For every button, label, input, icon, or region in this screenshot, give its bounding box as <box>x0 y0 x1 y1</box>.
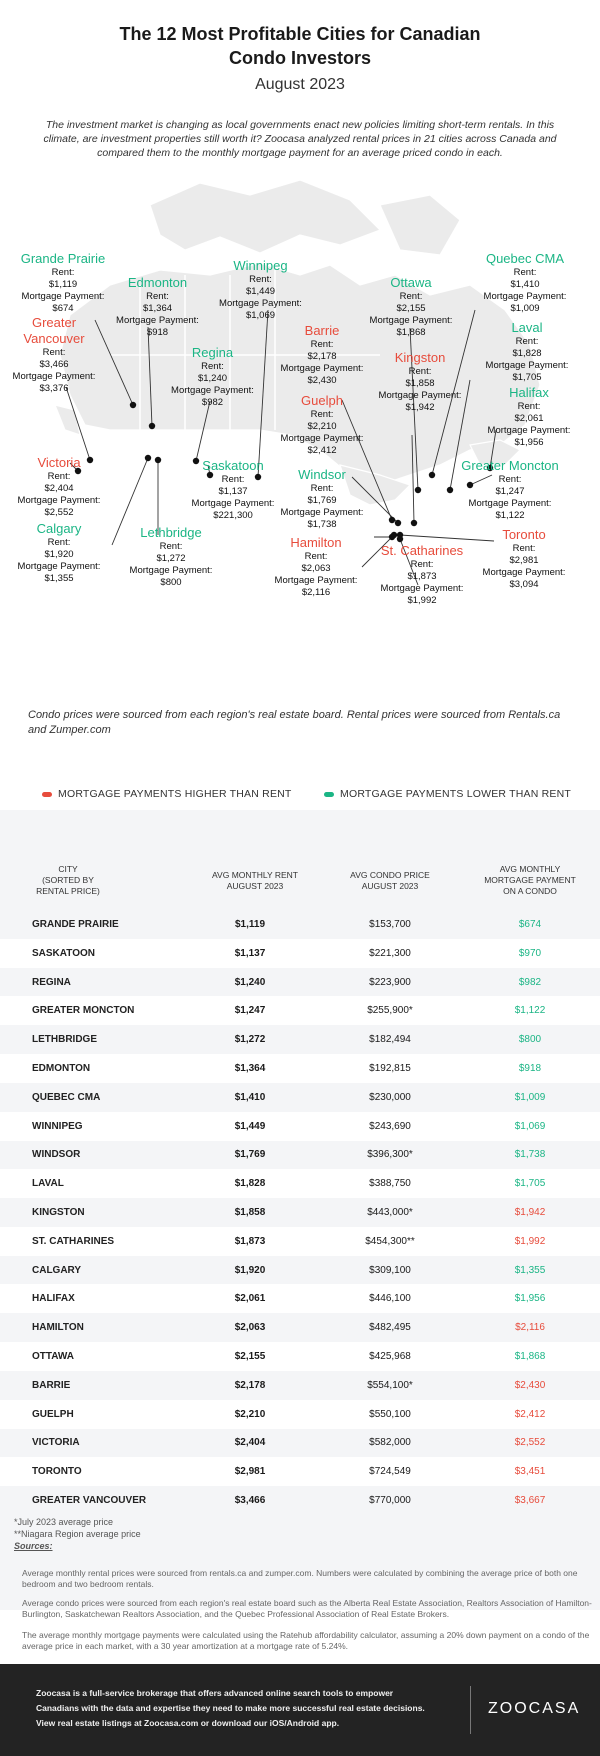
mortgage-value: $918 <box>146 327 169 338</box>
cell-rent: $1,137 <box>234 947 266 959</box>
mortgage-label: Mortgage Payment: <box>17 561 101 572</box>
mortgage-label: Mortgage Payment: <box>274 575 358 586</box>
table-row <box>0 1169 600 1198</box>
map-city-name: Windsor <box>298 467 346 482</box>
vancouver-island <box>55 405 80 435</box>
map-label-halifax <box>476 385 582 449</box>
northern-islands <box>150 180 380 253</box>
map-city-name: Lethbridge <box>140 525 202 540</box>
table-row <box>0 1284 600 1313</box>
mortgage-value: $1,355 <box>44 573 74 584</box>
map-city-name: Victoria <box>37 455 81 470</box>
cell-rent: $1,769 <box>234 1149 266 1161</box>
cell-city: OTTAWA <box>32 1351 75 1362</box>
map-city-name: Guelph <box>301 393 343 408</box>
mortgage-label: Mortgage Payment: <box>487 425 571 436</box>
city-dot-grande-prairie <box>130 402 136 408</box>
map-label-st-catharines <box>366 543 478 607</box>
rent-label: Rent: <box>159 541 183 552</box>
footnote-1: *July 2023 average price <box>14 1517 114 1527</box>
rent-label: Rent: <box>249 274 272 285</box>
sources-label: Sources: <box>14 1541 53 1551</box>
city-dot-ottawa <box>415 487 421 493</box>
map-label-quebec-cma <box>470 251 580 315</box>
mortgage-value: $982 <box>201 397 224 408</box>
cell-city: GREATER VANCOUVER <box>32 1495 147 1506</box>
rent-value: $2,061 <box>514 413 544 424</box>
mortgage-label: Mortgage Payment: <box>219 298 302 309</box>
mortgage-value: $1,069 <box>245 310 276 321</box>
header-city-sub: (SORTED BY RENTAL PRICE) <box>36 875 100 896</box>
cell-city: WINNIPEG <box>32 1120 83 1132</box>
cell-rent: $1,873 <box>234 1235 266 1247</box>
map-city-name: Halifax <box>509 385 549 400</box>
legend-lower-label: MORTGAGE PAYMENTS LOWER THAN RENT <box>340 788 572 800</box>
mortgage-value: $1,942 <box>405 402 435 413</box>
arctic-island-east <box>380 195 460 255</box>
footer-divider <box>470 1686 471 1734</box>
cell-rent: $1,858 <box>234 1207 266 1218</box>
table-row <box>0 1054 600 1083</box>
footer <box>0 1664 600 1756</box>
city-dot-hamilton <box>391 532 397 538</box>
rent-label: Rent: <box>515 336 539 347</box>
cell-price: $443,000* <box>367 1207 413 1218</box>
table-row <box>0 1457 600 1486</box>
rent-label: Rent: <box>201 361 224 372</box>
cell-mortgage: $1,738 <box>514 1149 546 1161</box>
cell-price: $230,000 <box>369 1091 411 1103</box>
mortgage-value: $1,992 <box>407 595 437 606</box>
mortgage-value: $1,738 <box>307 519 337 530</box>
cell-city: LETHBRIDGE <box>32 1034 97 1046</box>
table-row <box>0 1025 600 1054</box>
rent-label: Rent: <box>408 366 432 377</box>
title-line-2: Condo Investors <box>228 48 371 68</box>
mortgage-label: Mortgage Payment: <box>280 433 364 444</box>
mortgage-value: $2,430 <box>307 375 337 386</box>
rent-label: Rent: <box>51 267 75 278</box>
cell-mortgage: $1,009 <box>514 1091 546 1103</box>
map-label-barrie <box>272 323 372 387</box>
rent-value: $1,272 <box>156 553 186 564</box>
map-city-name: Greater Vancouver <box>23 315 85 346</box>
map-label-greater-moncton <box>440 458 580 522</box>
map-label-winnipeg <box>208 258 313 322</box>
rent-value: $2,178 <box>307 351 337 362</box>
cell-price: $192,815 <box>369 1063 411 1074</box>
rent-label: Rent: <box>310 483 334 494</box>
map-label-calgary <box>0 521 118 585</box>
header-city-label: CITY <box>58 864 78 874</box>
rent-value: $3,466 <box>39 359 69 370</box>
mortgage-label: Mortgage Payment: <box>116 315 199 326</box>
city-dot-lethbridge <box>155 457 161 463</box>
mortgage-label: Mortgage Payment: <box>380 583 464 594</box>
rent-value: $1,119 <box>48 279 78 290</box>
cell-city: WINDSOR <box>32 1149 81 1161</box>
map-city-name: Saskatoon <box>202 458 264 473</box>
city-dot-edmonton <box>149 423 155 429</box>
cell-mortgage: $2,552 <box>514 1437 546 1449</box>
table-row <box>0 1400 600 1429</box>
cell-mortgage: $1,868 <box>514 1351 546 1362</box>
map-city-name: Winnipeg <box>233 258 288 273</box>
rent-value: $2,981 <box>509 555 539 566</box>
mortgage-value: $1,705 <box>512 372 542 383</box>
mortgage-label: Mortgage Payment: <box>483 291 567 302</box>
header-mortgage: AVG MONTHLY MORTGAGE PAYMENT ON A CONDO <box>484 864 576 896</box>
map-city-name: Hamilton <box>290 535 342 550</box>
rent-value: $1,364 <box>142 303 173 314</box>
cell-mortgage: $3,667 <box>514 1495 546 1506</box>
cell-price: $153,700 <box>369 919 411 930</box>
map-city-name: Grande Prairie <box>20 251 106 266</box>
cell-city: HAMILTON <box>32 1322 84 1334</box>
map-city-name: Ottawa <box>390 275 432 290</box>
cell-mortgage: $800 <box>518 1034 542 1046</box>
cell-price: $223,900 <box>369 976 411 988</box>
cell-city: TORONTO <box>32 1466 82 1478</box>
map-city-name: Toronto <box>502 527 546 542</box>
mortgage-label: Mortgage Payment: <box>378 390 462 401</box>
legend-lower <box>324 788 571 800</box>
data-table <box>0 810 600 1610</box>
cell-price: $454,300** <box>365 1235 415 1247</box>
rent-label: Rent: <box>47 537 71 548</box>
city-dot-quebec-cma <box>429 472 435 478</box>
table-row <box>0 1227 600 1256</box>
footer-line-2: Canadians with the data and expertise they need to make more successful real estate decisions. <box>36 1703 425 1713</box>
rent-value: $1,449 <box>245 286 276 297</box>
map-city-name: Kingston <box>394 350 446 365</box>
cell-city: EDMONTON <box>32 1063 91 1074</box>
mortgage-label: Mortgage Payment: <box>280 507 364 518</box>
footer-line-3: View real estate listings at Zoocasa.com or download our iOS/Android app. <box>36 1718 340 1728</box>
cell-city: REGINA <box>32 976 71 988</box>
rent-label: Rent: <box>310 339 334 350</box>
cell-city: LAVAL <box>32 1178 64 1190</box>
map-city-name: St. Catharines <box>380 543 464 558</box>
map-city-name: Edmonton <box>127 275 188 290</box>
table-row <box>0 1342 600 1371</box>
footnotes <box>14 1516 586 1552</box>
footer-text <box>36 1686 456 1731</box>
cell-mortgage: $1,942 <box>514 1207 546 1218</box>
rent-value: $1,137 <box>218 486 248 497</box>
mortgage-value: $1,868 <box>396 327 426 338</box>
table-row <box>0 1428 600 1457</box>
rent-label: Rent: <box>517 401 541 412</box>
rent-label: Rent: <box>498 474 522 485</box>
mortgage-value: $800 <box>160 577 182 588</box>
map-label-victoria <box>0 455 118 519</box>
table-row <box>0 1256 600 1285</box>
cell-mortgage: $2,116 <box>515 1322 545 1334</box>
mortgage-label: Mortgage Payment: <box>171 385 254 396</box>
cell-rent: $1,920 <box>234 1264 266 1276</box>
map-label-hamilton <box>258 535 374 599</box>
mortgage-value: $674 <box>52 303 74 314</box>
table-row <box>0 968 600 997</box>
map-label-toronto <box>468 527 580 591</box>
mortgage-value: $1,956 <box>514 437 544 448</box>
table-row <box>0 1140 600 1169</box>
map-source-note: Condo prices were sourced from each region's real estate board. Rental prices were sourced from Rentals.ca and Zumper.com <box>28 709 561 736</box>
table-row <box>0 910 600 939</box>
cell-price: $182,494 <box>369 1034 411 1046</box>
mortgage-value: $221,300 <box>213 510 253 521</box>
cell-rent: $2,210 <box>234 1408 266 1420</box>
cell-price: $425,968 <box>369 1351 411 1362</box>
cell-price: $724,549 <box>369 1466 411 1478</box>
rent-label: Rent: <box>47 471 71 482</box>
cell-price: $770,000 <box>369 1495 411 1506</box>
rent-value: $2,210 <box>307 421 337 432</box>
mortgage-label: Mortgage Payment: <box>191 498 275 509</box>
rent-label: Rent: <box>310 409 334 420</box>
cell-price: $243,690 <box>369 1120 411 1132</box>
rent-value: $1,247 <box>495 486 525 497</box>
rent-label: Rent: <box>221 474 245 485</box>
rent-value: $1,769 <box>307 495 337 506</box>
cell-price: $388,750 <box>369 1178 411 1190</box>
rent-label: Rent: <box>513 267 537 278</box>
table-row <box>0 939 600 968</box>
cell-rent: $1,410 <box>234 1091 266 1103</box>
rent-label: Rent: <box>304 551 328 562</box>
map-city-name: Greater Moncton <box>461 458 559 473</box>
cell-rent: $3,466 <box>234 1495 266 1506</box>
mortgage-label: Mortgage Payment: <box>21 291 105 302</box>
cell-city: BARRIE <box>32 1379 71 1391</box>
table-header <box>0 850 600 910</box>
legend-red-swatch <box>42 792 52 797</box>
map-city-name: Laval <box>511 320 543 335</box>
cell-mortgage: $1,355 <box>514 1264 546 1276</box>
cell-city: CALGARY <box>32 1264 82 1276</box>
cell-rent: $1,828 <box>234 1178 266 1190</box>
map-label-lethbridge <box>118 525 224 589</box>
cell-city: GRANDE PRAIRIE <box>32 919 119 930</box>
map-label-laval <box>474 320 580 384</box>
cell-mortgage: $2,430 <box>514 1379 546 1391</box>
page-title <box>40 22 560 70</box>
cell-price: $482,495 <box>369 1322 411 1334</box>
rent-label: Rent: <box>42 347 66 358</box>
cell-mortgage: $918 <box>518 1063 542 1074</box>
footnote-2: **Niagara Region average price <box>14 1529 141 1539</box>
cell-rent: $1,364 <box>234 1063 266 1074</box>
mortgage-value: $3,094 <box>509 579 539 590</box>
city-dot-barrie <box>389 517 395 523</box>
rent-label: Rent: <box>399 291 423 302</box>
map-label-windsor <box>266 467 378 531</box>
cell-city: HALIFAX <box>32 1293 75 1305</box>
rent-value: $1,858 <box>405 378 435 389</box>
rent-value: $2,155 <box>396 303 426 314</box>
intro-text: The investment market is changing as local governments enact new policies limiting short-term rentals. In this climate, are investment properties still worth it? Zoocasa analyzed rental prices in 21 cities across Canada and compared them to the monthly mortgage payment for an average priced condo in each. <box>43 119 557 159</box>
cell-mortgage: $1,122 <box>514 1005 546 1017</box>
map-city-name: Quebec CMA <box>485 251 565 266</box>
mortgage-label: Mortgage Payment: <box>485 360 569 371</box>
cell-price: $550,100 <box>369 1408 411 1420</box>
cell-price: $255,900* <box>367 1005 413 1017</box>
cell-city: SASKATOON <box>32 947 95 959</box>
mortgage-label: Mortgage Payment: <box>129 565 213 576</box>
table-row <box>0 1083 600 1112</box>
source-paragraph-2: Average condo prices were sourced from each region's real estate board such as the Alberta Real Estate Association, Realtors Association of Hamilton-Burlington, Saskatchewan Realtors Association, and the Quebec Professional Association of Real Estate Brokers. <box>22 1598 592 1619</box>
legend-higher-label: MORTGAGE PAYMENTS HIGHER THAN RENT <box>58 788 292 800</box>
source-paragraph-1: Average monthly rental prices were sourced from rentals.ca and zumper.com. Numbers were calculated by combining the average price of both one bedroom and two bedroom rentals. <box>22 1568 578 1589</box>
cell-city: QUEBEC CMA <box>32 1091 101 1103</box>
cell-price: $554,100* <box>367 1379 413 1391</box>
mortgage-value: $1,009 <box>510 303 540 314</box>
cell-rent: $2,061 <box>234 1293 266 1305</box>
cell-price: $582,000 <box>369 1437 411 1449</box>
rent-value: $1,873 <box>407 571 437 582</box>
cell-mortgage: $674 <box>518 919 542 930</box>
mortgage-label: Mortgage Payment: <box>17 495 101 506</box>
mortgage-label: Mortgage Payment: <box>468 498 552 509</box>
mortgage-value: $3,376 <box>39 383 69 394</box>
cell-rent: $2,981 <box>234 1466 266 1478</box>
cell-mortgage: $2,412 <box>514 1408 546 1420</box>
mortgage-value: $2,116 <box>301 587 331 598</box>
mortgage-value: $1,122 <box>495 510 525 521</box>
legend <box>0 788 600 804</box>
map-label-regina <box>160 345 265 409</box>
cell-rent: $1,240 <box>234 976 266 988</box>
zoocasa-logo[interactable]: ZOOCASA <box>488 1700 581 1717</box>
mortgage-label: Mortgage Payment: <box>12 371 96 382</box>
cell-price: $396,300* <box>367 1149 413 1161</box>
cell-mortgage: $1,705 <box>514 1178 546 1190</box>
map-label-ottawa <box>356 275 466 339</box>
cell-city: GREATER MONCTON <box>32 1005 135 1017</box>
cell-price: $446,100 <box>369 1293 411 1305</box>
canada-map <box>0 175 600 665</box>
map-label-edmonton <box>105 275 210 339</box>
page-subtitle: August 2023 <box>255 76 345 93</box>
header-rent: AVG MONTHLY RENT AUGUST 2023 <box>212 870 298 891</box>
legend-green-swatch <box>324 792 334 797</box>
cell-city: VICTORIA <box>32 1437 80 1449</box>
mortgage-label: Mortgage Payment: <box>482 567 566 578</box>
cell-rent: $2,063 <box>234 1322 266 1334</box>
cell-rent: $1,449 <box>234 1120 266 1132</box>
header-city <box>28 864 108 897</box>
map-city-name: Regina <box>191 345 234 360</box>
table-row <box>0 1198 600 1227</box>
cell-price: $309,100 <box>369 1264 411 1276</box>
rent-value: $1,240 <box>197 373 228 384</box>
table-row <box>0 1371 600 1400</box>
cell-mortgage: $970 <box>518 947 542 959</box>
cell-rent: $1,119 <box>234 919 266 930</box>
cell-mortgage: $1,069 <box>514 1120 546 1132</box>
city-dot-toronto <box>397 532 403 538</box>
cell-mortgage: $3,451 <box>514 1466 546 1478</box>
cell-city: KINGSTON <box>32 1207 85 1218</box>
mortgage-label: Mortgage Payment: <box>280 363 364 374</box>
source-paragraph-3: The average monthly mortgage payments were calculated using the Ratehub affordability calculator, assuming a 20% down payment on a condo of the average price in each market, with a 30 year amortization at a mortgage rate of 5.24%. <box>22 1630 590 1651</box>
cell-mortgage: $1,956 <box>514 1293 546 1305</box>
map-label-kingston <box>370 350 470 414</box>
cell-rent: $1,247 <box>234 1005 266 1017</box>
map-city-name: Calgary <box>36 521 82 536</box>
table-row <box>0 1112 600 1141</box>
cell-rent: $2,155 <box>234 1351 266 1362</box>
mortgage-value: $2,552 <box>44 507 74 518</box>
city-dot-calgary <box>145 455 151 461</box>
title-line-1: The 12 Most Profitable Cities for Canadian <box>119 24 481 44</box>
rent-label: Rent: <box>146 291 169 302</box>
map-city-name: Barrie <box>304 323 340 338</box>
rent-value: $2,404 <box>44 483 74 494</box>
cell-rent: $1,272 <box>234 1034 266 1046</box>
header-price: AVG CONDO PRICE AUGUST 2023 <box>350 870 430 891</box>
cell-city: GUELPH <box>32 1408 74 1420</box>
cell-city: ST. CATHARINES <box>32 1235 115 1247</box>
footer-line-1: Zoocasa is a full-service brokerage that offers advanced online search tools to empower <box>36 1688 394 1698</box>
mortgage-value: $2,412 <box>307 445 337 456</box>
mortgage-label: Mortgage Payment: <box>369 315 453 326</box>
rent-value: $1,920 <box>44 549 74 560</box>
legend-higher <box>42 788 292 800</box>
rent-value: $1,410 <box>510 279 540 290</box>
cell-rent: $2,178 <box>234 1379 266 1391</box>
table-row <box>0 1486 600 1515</box>
rent-value: $2,063 <box>301 563 331 574</box>
rent-label: Rent: <box>512 543 536 554</box>
city-dot-kingston <box>411 520 417 526</box>
cell-price: $221,300 <box>369 947 411 959</box>
table-row <box>0 996 600 1025</box>
rent-label: Rent: <box>410 559 434 570</box>
cell-rent: $2,404 <box>234 1437 266 1449</box>
cell-mortgage: $1,992 <box>514 1235 546 1247</box>
map-label-guelph <box>272 393 372 457</box>
rent-value: $1,828 <box>512 348 542 359</box>
cell-mortgage: $982 <box>518 976 542 988</box>
map-label-greater-vancouver <box>0 315 108 395</box>
city-dot-guelph <box>395 520 401 526</box>
table-row <box>0 1313 600 1342</box>
